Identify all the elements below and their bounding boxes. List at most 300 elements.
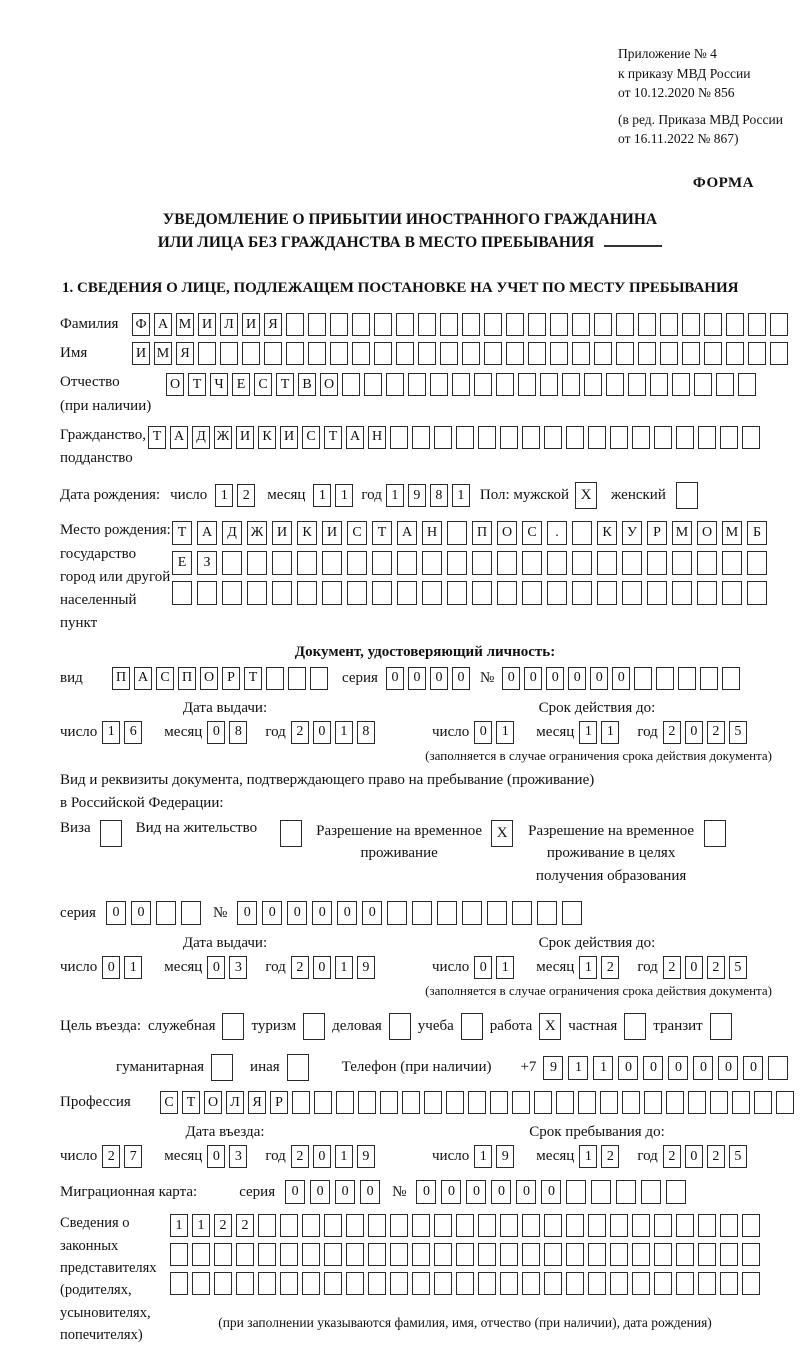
char-cell[interactable]: 1 <box>452 484 470 507</box>
char-cell[interactable]: 1 <box>102 721 120 744</box>
purpose-work-checkbox[interactable] <box>539 1013 561 1040</box>
char-cell[interactable] <box>346 1243 364 1266</box>
char-cell[interactable] <box>566 1214 584 1237</box>
char-cell[interactable] <box>389 1013 411 1040</box>
char-cell[interactable] <box>314 1091 332 1114</box>
char-cell[interactable] <box>434 1272 452 1295</box>
char-cell[interactable] <box>676 1214 694 1237</box>
char-cell[interactable] <box>540 373 558 396</box>
char-cell[interactable]: 0 <box>568 667 586 690</box>
char-cell[interactable] <box>468 1091 486 1114</box>
char-cell[interactable] <box>597 551 617 575</box>
char-cell[interactable] <box>280 820 302 847</box>
char-cell[interactable]: 1 <box>335 1145 353 1168</box>
char-cell[interactable] <box>638 342 656 365</box>
patronymic-cells[interactable] <box>166 373 756 396</box>
char-cell[interactable]: 0 <box>313 721 331 744</box>
char-cell[interactable] <box>700 667 718 690</box>
char-cell[interactable] <box>656 667 674 690</box>
char-cell[interactable] <box>170 1272 188 1295</box>
char-cell[interactable] <box>322 581 342 605</box>
char-cell[interactable] <box>456 426 474 449</box>
char-cell[interactable] <box>610 426 628 449</box>
representatives-cells-row3[interactable] <box>170 1272 760 1295</box>
char-cell[interactable] <box>418 342 436 365</box>
char-cell[interactable]: 1 <box>579 956 597 979</box>
char-cell[interactable]: 3 <box>229 956 247 979</box>
char-cell[interactable] <box>748 342 766 365</box>
char-cell[interactable] <box>666 1180 686 1204</box>
char-cell[interactable] <box>720 426 738 449</box>
char-cell[interactable]: Л <box>226 1091 244 1114</box>
char-cell[interactable]: К <box>597 521 617 545</box>
char-cell[interactable] <box>522 1243 540 1266</box>
surname-cells[interactable] <box>132 313 788 336</box>
char-cell[interactable] <box>547 551 567 575</box>
char-cell[interactable] <box>704 820 726 847</box>
char-cell[interactable]: 1 <box>593 1056 613 1080</box>
char-cell[interactable] <box>440 342 458 365</box>
char-cell[interactable] <box>628 373 646 396</box>
char-cell[interactable] <box>622 1091 640 1114</box>
char-cell[interactable] <box>170 1243 188 1266</box>
char-cell[interactable] <box>698 426 716 449</box>
char-cell[interactable]: X <box>539 1013 561 1040</box>
doc-kind-cells[interactable] <box>112 667 328 690</box>
char-cell[interactable]: А <box>346 426 364 449</box>
visa-checkbox[interactable] <box>100 820 122 847</box>
char-cell[interactable]: И <box>132 342 150 365</box>
char-cell[interactable] <box>390 1272 408 1295</box>
birthplace-cells-row3[interactable] <box>172 581 767 605</box>
char-cell[interactable] <box>286 313 304 336</box>
char-cell[interactable]: 0 <box>474 956 492 979</box>
char-cell[interactable] <box>214 1243 232 1266</box>
char-cell[interactable]: О <box>200 667 218 690</box>
char-cell[interactable]: 0 <box>524 667 542 690</box>
char-cell[interactable]: 1 <box>215 484 233 507</box>
char-cell[interactable]: 0 <box>312 901 332 925</box>
char-cell[interactable] <box>402 1091 420 1114</box>
sex-male-checkbox[interactable] <box>575 482 597 509</box>
char-cell[interactable]: 2 <box>214 1214 232 1237</box>
char-cell[interactable] <box>434 1243 452 1266</box>
char-cell[interactable] <box>422 551 442 575</box>
char-cell[interactable] <box>456 1214 474 1237</box>
char-cell[interactable]: 0 <box>416 1180 436 1204</box>
char-cell[interactable]: 0 <box>362 901 382 925</box>
char-cell[interactable] <box>336 1091 354 1114</box>
char-cell[interactable] <box>678 667 696 690</box>
birthplace-cells-row2[interactable] <box>172 551 767 575</box>
char-cell[interactable] <box>242 342 260 365</box>
char-cell[interactable] <box>472 581 492 605</box>
char-cell[interactable]: 1 <box>192 1214 210 1237</box>
char-cell[interactable]: 2 <box>102 1145 120 1168</box>
char-cell[interactable] <box>647 581 667 605</box>
char-cell[interactable]: 1 <box>335 721 353 744</box>
char-cell[interactable] <box>374 342 392 365</box>
char-cell[interactable]: Л <box>220 313 238 336</box>
char-cell[interactable]: 9 <box>543 1056 563 1080</box>
char-cell[interactable] <box>676 482 698 509</box>
char-cell[interactable] <box>434 426 452 449</box>
char-cell[interactable] <box>220 342 238 365</box>
char-cell[interactable]: 0 <box>474 721 492 744</box>
char-cell[interactable]: 1 <box>496 721 514 744</box>
char-cell[interactable]: 0 <box>466 1180 486 1204</box>
char-cell[interactable] <box>472 551 492 575</box>
char-cell[interactable] <box>424 1091 442 1114</box>
representatives-cells-row1[interactable] <box>170 1214 760 1237</box>
entry-month-cells[interactable] <box>207 1145 247 1168</box>
char-cell[interactable] <box>302 1214 320 1237</box>
entry-year-cells[interactable] <box>291 1145 375 1168</box>
char-cell[interactable]: 0 <box>618 1056 638 1080</box>
residence-issue-month-cells[interactable] <box>207 956 247 979</box>
char-cell[interactable] <box>572 313 590 336</box>
char-cell[interactable] <box>222 1013 244 1040</box>
char-cell[interactable] <box>698 1214 716 1237</box>
char-cell[interactable] <box>390 426 408 449</box>
identity-valid-day-cells[interactable] <box>474 721 514 744</box>
char-cell[interactable] <box>461 1013 483 1040</box>
char-cell[interactable] <box>390 1243 408 1266</box>
char-cell[interactable] <box>528 313 546 336</box>
char-cell[interactable] <box>197 581 217 605</box>
char-cell[interactable] <box>272 581 292 605</box>
char-cell[interactable]: С <box>156 667 174 690</box>
char-cell[interactable] <box>512 901 532 925</box>
char-cell[interactable] <box>616 342 634 365</box>
char-cell[interactable] <box>722 667 740 690</box>
char-cell[interactable] <box>742 1272 760 1295</box>
char-cell[interactable]: 0 <box>643 1056 663 1080</box>
char-cell[interactable] <box>632 426 650 449</box>
char-cell[interactable] <box>747 551 767 575</box>
char-cell[interactable]: Я <box>248 1091 266 1114</box>
char-cell[interactable] <box>768 1056 788 1080</box>
char-cell[interactable] <box>368 1243 386 1266</box>
char-cell[interactable] <box>303 1013 325 1040</box>
char-cell[interactable] <box>452 373 470 396</box>
char-cell[interactable]: 2 <box>601 956 619 979</box>
char-cell[interactable]: И <box>272 521 292 545</box>
residence-valid-year-cells[interactable] <box>663 956 747 979</box>
citizenship-cells[interactable] <box>148 426 760 449</box>
char-cell[interactable]: 1 <box>313 484 331 507</box>
char-cell[interactable] <box>522 1214 540 1237</box>
char-cell[interactable]: 1 <box>124 956 142 979</box>
char-cell[interactable]: Б <box>747 521 767 545</box>
char-cell[interactable] <box>346 1214 364 1237</box>
char-cell[interactable] <box>726 342 744 365</box>
char-cell[interactable] <box>308 313 326 336</box>
purpose-business-checkbox[interactable] <box>389 1013 411 1040</box>
char-cell[interactable]: 0 <box>541 1180 561 1204</box>
char-cell[interactable]: 0 <box>590 667 608 690</box>
char-cell[interactable]: А <box>154 313 172 336</box>
migration-card-number-cells[interactable] <box>416 1180 686 1204</box>
char-cell[interactable] <box>412 901 432 925</box>
char-cell[interactable]: П <box>178 667 196 690</box>
char-cell[interactable] <box>412 1214 430 1237</box>
char-cell[interactable]: Н <box>422 521 442 545</box>
char-cell[interactable] <box>644 1091 662 1114</box>
char-cell[interactable] <box>748 313 766 336</box>
char-cell[interactable]: X <box>491 820 513 847</box>
purpose-other-checkbox[interactable] <box>287 1054 309 1081</box>
char-cell[interactable] <box>522 551 542 575</box>
char-cell[interactable]: П <box>112 667 130 690</box>
char-cell[interactable]: 1 <box>496 956 514 979</box>
char-cell[interactable]: 5 <box>729 1145 747 1168</box>
char-cell[interactable]: Е <box>232 373 250 396</box>
char-cell[interactable] <box>500 1272 518 1295</box>
char-cell[interactable] <box>280 1243 298 1266</box>
char-cell[interactable] <box>534 1091 552 1114</box>
char-cell[interactable] <box>710 1013 732 1040</box>
char-cell[interactable] <box>374 313 392 336</box>
char-cell[interactable] <box>722 551 742 575</box>
char-cell[interactable] <box>500 1243 518 1266</box>
char-cell[interactable] <box>497 551 517 575</box>
char-cell[interactable] <box>440 313 458 336</box>
char-cell[interactable] <box>258 1243 276 1266</box>
char-cell[interactable]: А <box>197 521 217 545</box>
char-cell[interactable]: К <box>297 521 317 545</box>
char-cell[interactable] <box>506 313 524 336</box>
char-cell[interactable] <box>616 1180 636 1204</box>
birth-day-cells[interactable] <box>215 484 255 507</box>
char-cell[interactable] <box>396 313 414 336</box>
char-cell[interactable] <box>544 426 562 449</box>
char-cell[interactable]: 1 <box>568 1056 588 1080</box>
char-cell[interactable]: З <box>197 551 217 575</box>
char-cell[interactable]: 8 <box>430 484 448 507</box>
char-cell[interactable] <box>478 1243 496 1266</box>
char-cell[interactable]: Р <box>222 667 240 690</box>
char-cell[interactable] <box>456 1243 474 1266</box>
char-cell[interactable]: 2 <box>291 721 309 744</box>
char-cell[interactable]: 0 <box>452 667 470 690</box>
char-cell[interactable] <box>776 1091 794 1114</box>
char-cell[interactable] <box>660 342 678 365</box>
char-cell[interactable] <box>588 1272 606 1295</box>
char-cell[interactable] <box>512 1091 530 1114</box>
char-cell[interactable]: 2 <box>237 484 255 507</box>
char-cell[interactable] <box>462 901 482 925</box>
char-cell[interactable]: Ч <box>210 373 228 396</box>
char-cell[interactable] <box>738 373 756 396</box>
char-cell[interactable]: 2 <box>291 1145 309 1168</box>
char-cell[interactable] <box>214 1272 232 1295</box>
char-cell[interactable] <box>172 581 192 605</box>
char-cell[interactable] <box>258 1214 276 1237</box>
char-cell[interactable]: 1 <box>170 1214 188 1237</box>
char-cell[interactable]: 9 <box>496 1145 514 1168</box>
char-cell[interactable] <box>302 1243 320 1266</box>
char-cell[interactable]: А <box>134 667 152 690</box>
char-cell[interactable]: 0 <box>360 1180 380 1204</box>
char-cell[interactable] <box>236 1272 254 1295</box>
char-cell[interactable] <box>597 581 617 605</box>
char-cell[interactable] <box>547 581 567 605</box>
char-cell[interactable] <box>266 667 284 690</box>
char-cell[interactable] <box>566 1272 584 1295</box>
char-cell[interactable] <box>572 551 592 575</box>
char-cell[interactable] <box>606 373 624 396</box>
char-cell[interactable] <box>672 581 692 605</box>
char-cell[interactable] <box>280 1272 298 1295</box>
char-cell[interactable] <box>622 581 642 605</box>
char-cell[interactable] <box>396 342 414 365</box>
char-cell[interactable]: 5 <box>729 721 747 744</box>
char-cell[interactable]: 0 <box>287 901 307 925</box>
char-cell[interactable]: 0 <box>516 1180 536 1204</box>
char-cell[interactable] <box>588 1243 606 1266</box>
char-cell[interactable]: М <box>722 521 742 545</box>
char-cell[interactable] <box>722 581 742 605</box>
residence-number-cells[interactable] <box>237 901 582 925</box>
char-cell[interactable] <box>100 820 122 847</box>
char-cell[interactable]: 2 <box>707 956 725 979</box>
char-cell[interactable]: 0 <box>131 901 151 925</box>
char-cell[interactable] <box>666 1091 684 1114</box>
temp-residence-edu-checkbox[interactable] <box>704 820 726 847</box>
char-cell[interactable]: О <box>204 1091 222 1114</box>
char-cell[interactable]: Т <box>172 521 192 545</box>
char-cell[interactable] <box>308 342 326 365</box>
char-cell[interactable] <box>478 426 496 449</box>
char-cell[interactable]: 9 <box>408 484 426 507</box>
char-cell[interactable]: 0 <box>337 901 357 925</box>
char-cell[interactable] <box>572 521 592 545</box>
char-cell[interactable]: 0 <box>685 1145 703 1168</box>
char-cell[interactable]: X <box>575 482 597 509</box>
char-cell[interactable] <box>770 313 788 336</box>
char-cell[interactable] <box>588 426 606 449</box>
char-cell[interactable] <box>588 1214 606 1237</box>
char-cell[interactable]: 5 <box>729 956 747 979</box>
doc-number-cells[interactable] <box>502 667 740 690</box>
char-cell[interactable] <box>624 1013 646 1040</box>
char-cell[interactable] <box>397 581 417 605</box>
char-cell[interactable] <box>364 373 382 396</box>
char-cell[interactable] <box>478 1214 496 1237</box>
residence-permit-checkbox[interactable] <box>280 820 302 847</box>
char-cell[interactable] <box>682 342 700 365</box>
sex-female-checkbox[interactable] <box>676 482 698 509</box>
char-cell[interactable]: 0 <box>668 1056 688 1080</box>
char-cell[interactable] <box>616 313 634 336</box>
char-cell[interactable] <box>280 1214 298 1237</box>
char-cell[interactable] <box>497 581 517 605</box>
char-cell[interactable] <box>272 551 292 575</box>
char-cell[interactable]: 0 <box>685 956 703 979</box>
char-cell[interactable] <box>418 313 436 336</box>
char-cell[interactable] <box>506 342 524 365</box>
char-cell[interactable] <box>522 1272 540 1295</box>
char-cell[interactable] <box>462 313 480 336</box>
char-cell[interactable]: К <box>258 426 276 449</box>
char-cell[interactable]: С <box>160 1091 178 1114</box>
char-cell[interactable]: Т <box>188 373 206 396</box>
char-cell[interactable]: С <box>347 521 367 545</box>
char-cell[interactable] <box>434 1214 452 1237</box>
char-cell[interactable]: 0 <box>685 721 703 744</box>
char-cell[interactable] <box>610 1272 628 1295</box>
char-cell[interactable]: 2 <box>663 956 681 979</box>
char-cell[interactable] <box>372 581 392 605</box>
char-cell[interactable] <box>591 1180 611 1204</box>
char-cell[interactable]: 7 <box>124 1145 142 1168</box>
char-cell[interactable]: У <box>622 521 642 545</box>
char-cell[interactable] <box>562 373 580 396</box>
char-cell[interactable]: Я <box>264 313 282 336</box>
char-cell[interactable] <box>632 1243 650 1266</box>
char-cell[interactable] <box>408 373 426 396</box>
char-cell[interactable] <box>632 1272 650 1295</box>
purpose-private-checkbox[interactable] <box>624 1013 646 1040</box>
char-cell[interactable] <box>192 1272 210 1295</box>
char-cell[interactable] <box>742 1214 760 1237</box>
char-cell[interactable] <box>610 1214 628 1237</box>
char-cell[interactable]: 2 <box>707 721 725 744</box>
char-cell[interactable]: 0 <box>491 1180 511 1204</box>
char-cell[interactable] <box>447 551 467 575</box>
birth-year-cells[interactable] <box>386 484 470 507</box>
char-cell[interactable]: 2 <box>663 1145 681 1168</box>
char-cell[interactable] <box>390 1214 408 1237</box>
phone-cells[interactable] <box>543 1056 788 1080</box>
char-cell[interactable] <box>347 551 367 575</box>
char-cell[interactable]: 1 <box>601 721 619 744</box>
char-cell[interactable]: 0 <box>408 667 426 690</box>
char-cell[interactable] <box>447 581 467 605</box>
char-cell[interactable] <box>688 1091 706 1114</box>
char-cell[interactable] <box>484 342 502 365</box>
char-cell[interactable]: 8 <box>357 721 375 744</box>
char-cell[interactable] <box>347 581 367 605</box>
purpose-study-checkbox[interactable] <box>461 1013 483 1040</box>
char-cell[interactable]: 1 <box>335 484 353 507</box>
temp-residence-checkbox[interactable] <box>491 820 513 847</box>
char-cell[interactable]: 0 <box>386 667 404 690</box>
char-cell[interactable]: 0 <box>335 1180 355 1204</box>
char-cell[interactable] <box>247 581 267 605</box>
char-cell[interactable]: 1 <box>579 1145 597 1168</box>
char-cell[interactable]: 0 <box>106 901 126 925</box>
char-cell[interactable]: 0 <box>612 667 630 690</box>
char-cell[interactable] <box>726 313 744 336</box>
char-cell[interactable] <box>372 551 392 575</box>
char-cell[interactable]: 0 <box>430 667 448 690</box>
char-cell[interactable] <box>594 342 612 365</box>
char-cell[interactable]: О <box>497 521 517 545</box>
identity-issue-month-cells[interactable] <box>207 721 247 744</box>
char-cell[interactable] <box>584 373 602 396</box>
stay-year-cells[interactable] <box>663 1145 747 1168</box>
char-cell[interactable]: 0 <box>743 1056 763 1080</box>
char-cell[interactable] <box>594 313 612 336</box>
char-cell[interactable] <box>647 551 667 575</box>
char-cell[interactable] <box>544 1272 562 1295</box>
char-cell[interactable] <box>566 1180 586 1204</box>
char-cell[interactable] <box>324 1214 342 1237</box>
char-cell[interactable] <box>710 1091 728 1114</box>
char-cell[interactable] <box>330 342 348 365</box>
